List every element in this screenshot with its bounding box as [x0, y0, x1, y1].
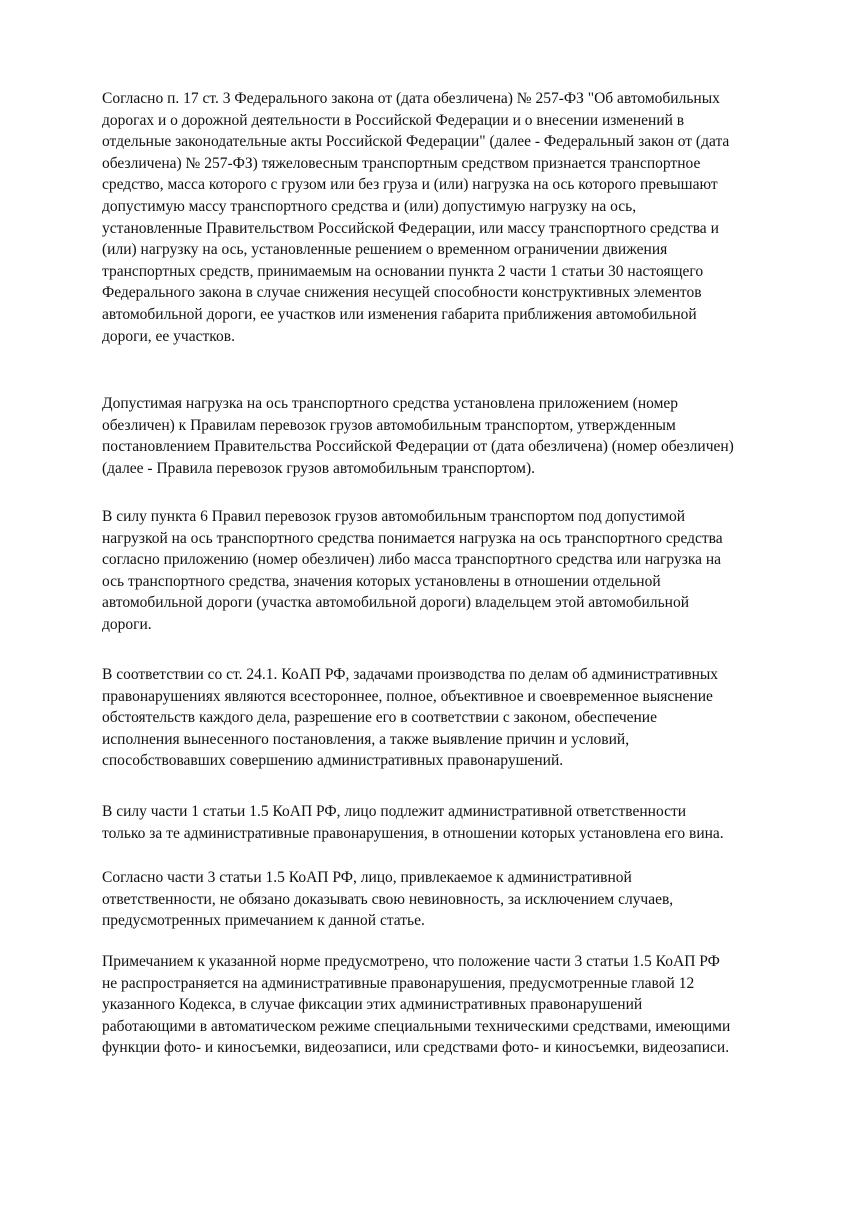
paragraph-rule-6: В силу пункта 6 Правил перевозок грузов автомобильным транспортом под допустимой нагрузкой на ось транспортного средства понимается нагрузка на ось транспортного средства согласно приложению (номер обезличен) либо масса транспортного средства или нагрузка на ось транспортного средства, значения которых установлены в отношении отдельной автомобильной дороги (участка автомобильной дороги) владельцем этой автомобильной дороги.: [102, 508, 723, 633]
paragraph-axle-load-rules: Допустимая нагрузка на ось транспортного средства установлена приложением (номер обезличен) к Правилам перевозок грузов автомобильным транспортом, утвержденным постановлением Правительства Российской Федерации от (дата обезличена) (номер обезличен) (далее - Правила перевозок грузов автомобильным транспортом).: [102, 395, 734, 477]
paragraph-article-24-1: В соответствии со ст. 24.1. КоАП РФ, задачами производства по делам об административных правонарушениях являются всестороннее, полное, объективное и своевременное выяснение обстоятельств каждого дела, разрешение его в соответствии с законом, обеспечение исполнения вынесенного постановления, а также выявление причин и условий, способствовавших совершению административных правонарушений.: [102, 666, 719, 770]
paragraph-heavy-vehicle-definition: Согласно п. 17 ст. 3 Федерального закона от (дата обезличена) № 257-ФЗ "Об автомобильных дорогах и о дорожной деятельности в Российской Федерации и о внесении изменений в отдельные законодательные акты Российской Федерации" (далее - Федеральный закон от (дата обезличена) № 257-ФЗ) тяжеловесным транспортным средством признается транспортное средство, масса которого с грузом или без груза и (или) нагрузка на ось которого превышают допустимую массу транспортного средства и (или) допустимую нагрузку на ось, установленные Правительством Российской Федерации, или массу транспортного средства и (или) нагрузку на ось, установленные решением о временном ограничении движения транспортных средств, принимаемым на основании пункта 2 части 1 статьи 30 настоящего Федерального закона в случае снижения несущей способности конструктивных элементов автомобильной дороги, ее участков или изменения габарита приближения автомобильной дороги, ее участков.: [102, 90, 730, 345]
paragraph-article-1-5-part-1: В силу части 1 статьи 1.5 КоАП РФ, лицо подлежит административной ответственности только за те административные правонарушения, в отношении которых установлена его вина.: [102, 803, 724, 842]
paragraph-article-1-5-note: Примечанием к указанной норме предусмотрено, что положение части 3 статьи 1.5 КоАП РФ не распространяется на административные правонарушения, предусмотренные главой 12 указанного Кодекса, в случае фиксации этих административных правонарушений работающими в автоматическом режиме специальными техническими средствами, имеющими функции фото- и киносъемки, видеозаписи, или средствами фото- и киносъемки, видеозаписи.: [102, 953, 731, 1057]
paragraph-article-1-5-part-3: Согласно части 3 статьи 1.5 КоАП РФ, лицо, привлекаемое к административной ответственности, не обязано доказывать свою невиновность, за исключением случаев, предусмотренных примечанием к данной статье.: [102, 869, 674, 930]
